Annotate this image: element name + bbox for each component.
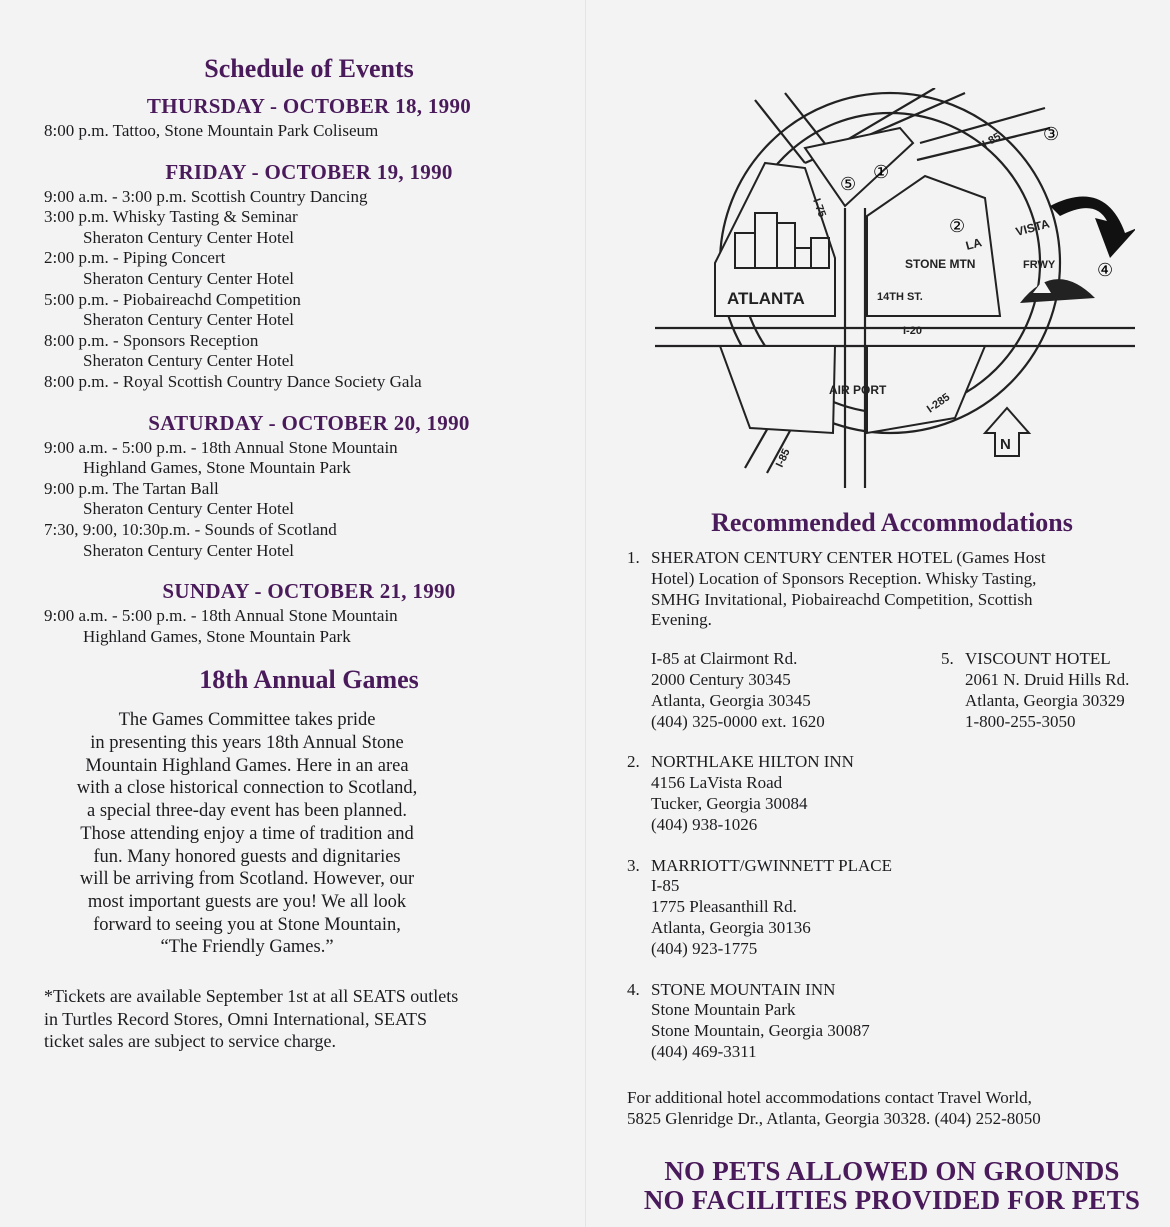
notice-line: NO FACILITIES PROVIDED FOR PETS [643, 1184, 1141, 1215]
event-line: 7:30, 9:00, 10:30p.m. - Sounds of Scotland [44, 519, 337, 539]
no-pets-notice [627, 1157, 1157, 1215]
hotel-number: 5. [941, 649, 954, 669]
paragraph-line: fun. Many honored guests and dignitaries [93, 846, 401, 867]
note-line: in Turtles Record Stores, Omni International, SEATS [44, 1008, 427, 1029]
hotel-item-5 [941, 649, 1129, 732]
i75-south-road [845, 208, 865, 488]
map-label-i285: I-285 [924, 391, 953, 416]
event-location-text: Highland Games, Stone Mountain Park [83, 458, 351, 478]
day-saturday [44, 411, 574, 562]
paragraph-line: The Games Committee takes pride [118, 710, 376, 731]
event-line: 9:00 p.m. The Tartan Ball [44, 478, 219, 498]
hotel-line: Atlanta, Georgia 30329 [965, 690, 1125, 710]
event-location-text: Sheraton Century Center Hotel [83, 310, 295, 330]
hotel-line: 4156 LaVista Road [651, 773, 783, 793]
paragraph-line: in presenting this years 18th Annual Stone [90, 732, 404, 753]
hotel-line: (404) 923-1775 [651, 938, 758, 958]
address-line: 2000 Century 30345 [651, 669, 791, 689]
area-map-drawing [655, 88, 1135, 488]
hotel-line: STONE MOUNTAIN INN [651, 979, 836, 999]
address-line: Atlanta, Georgia 30345 [651, 690, 811, 710]
address-line: I-85 at Clairmont Rd. [651, 649, 798, 669]
paragraph-line: with a close historical connection to Scotland, [76, 778, 418, 799]
map-label-i85-ne: I-85 [980, 130, 1003, 151]
annual-games-title: 18th Annual Games [199, 665, 419, 695]
day-title: THURSDAY - OCTOBER 18, 1990 [146, 94, 472, 118]
note-line: *Tickets are available September 1st at all SEATS outlets [44, 986, 459, 1007]
hotel-line: 1775 Pleasanthill Rd. [651, 897, 797, 917]
contact-line: 5825 Glenridge Dr., Atlanta, Georgia 30328. (404) 252-8050 [627, 1108, 1041, 1128]
hotel-line: VISCOUNT HOTEL [965, 649, 1111, 669]
note-line: ticket sales are subject to service charge. [44, 1031, 337, 1052]
event-location-text: Sheraton Century Center Hotel [83, 351, 295, 371]
event-line: 2:00 p.m. - Piping Concert [44, 248, 226, 268]
marker-3: ③ [1043, 124, 1060, 145]
contact-line: For additional hotel accommodations contact Travel World, [627, 1087, 1032, 1107]
hotel-number: 2. [627, 752, 640, 772]
right-column [627, 508, 1157, 1215]
hotel-line: Stone Mountain Park [651, 1000, 796, 1020]
paragraph-line: Mountain Highland Games. Here in an area [85, 755, 409, 776]
event-location-text: Sheraton Century Center Hotel [83, 227, 295, 247]
hotel-line: (404) 469-3311 [651, 1041, 757, 1061]
marker-4: ④ [1097, 260, 1114, 281]
map-label-stone-mtn: STONE MTN [905, 257, 976, 271]
event-line: 9:00 a.m. - 5:00 p.m. - 18th Annual Stone Mountain [44, 606, 398, 626]
travel-contact [627, 1087, 1157, 1129]
hotel-line: Stone Mountain, Georgia 30087 [651, 1021, 870, 1041]
event-line: 9:00 a.m. - 3:00 p.m. Scottish Country Dancing [44, 186, 368, 206]
paragraph-line: “The Friendly Games.” [160, 937, 334, 958]
map-label-frwy: FRWY [1023, 259, 1056, 271]
map-label-i85-sw: I-85 [773, 447, 793, 470]
paragraph-line: forward to seeing you at Stone Mountain, [93, 914, 401, 935]
event-location [44, 310, 574, 331]
hotel-item-2 [627, 752, 1157, 835]
map-label-i75: I-75 [810, 196, 828, 219]
hotel-line: SMHG Invitational, Piobaireachd Competition, Scottish [651, 589, 1033, 609]
hotel-line: (404) 938-1026 [651, 814, 758, 834]
event-location [44, 541, 574, 562]
map-label-i20: I-20 [903, 325, 922, 337]
hotel-line: I-85 [651, 876, 680, 896]
event-line: 9:00 a.m. - 5:00 p.m. - 18th Annual Stone Mountain [44, 437, 398, 457]
event-line: 8:00 p.m. Tattoo, Stone Mountain Park Coliseum [44, 121, 379, 140]
paragraph-line: will be arriving from Scotland. However, our [79, 869, 415, 890]
event-location-text: Sheraton Century Center Hotel [83, 268, 295, 288]
hotel-number: 3. [627, 855, 640, 875]
map-label-airport: AIR PORT [829, 383, 887, 397]
day-title: SUNDAY - OCTOBER 21, 1990 [162, 579, 456, 604]
spacer [627, 732, 1157, 752]
map-label-14th-st: 14TH ST. [877, 291, 923, 303]
left-column [44, 54, 574, 1053]
hotel-line: Evening. [651, 610, 712, 630]
event-location [44, 458, 574, 479]
accommodations-title: Recommended Accommodations [711, 508, 1073, 537]
day-friday [44, 160, 574, 393]
schedule-title: Schedule of Events [204, 54, 414, 83]
event-location [44, 627, 574, 648]
spacer [627, 960, 1157, 980]
hotel-item-3 [627, 856, 1157, 960]
hotel-item-1 [627, 548, 1157, 631]
event-line: 8:00 p.m. - Sponsors Reception [44, 330, 259, 350]
hotel-line: 1-800-255-3050 [965, 711, 1076, 731]
map-label-atlanta: ATLANTA [727, 289, 805, 308]
marker-1: ① [873, 162, 890, 183]
event-location [44, 228, 574, 249]
hotel-item-4 [627, 980, 1157, 1063]
tickets-note [44, 985, 574, 1053]
hotel-line: SHERATON CENTURY CENTER HOTEL (Games Host [651, 548, 1046, 567]
southwest-block [720, 346, 835, 433]
day-sunday [44, 579, 574, 647]
hotel-line: Tucker, Georgia 30084 [651, 793, 808, 813]
hotel-line: Atlanta, Georgia 30136 [651, 917, 811, 937]
hotel-line: MARRIOTT/GWINNETT PLACE [651, 855, 892, 875]
curved-arrow-icon [1050, 197, 1135, 258]
hotel-number: 1. [627, 548, 640, 567]
fold-line [585, 0, 586, 1227]
map-label-north: N [1000, 436, 1011, 453]
event-line: 8:00 p.m. - Royal Scottish Country Dance Society Gala [44, 371, 422, 391]
event-location [44, 499, 574, 520]
i85-east-road [917, 108, 1050, 160]
notice-line: NO PETS ALLOWED ON GROUNDS [664, 1155, 1120, 1186]
event-location [44, 351, 574, 372]
day-title: SATURDAY - OCTOBER 20, 1990 [148, 410, 470, 435]
event-location-text: Sheraton Century Center Hotel [83, 540, 295, 560]
hotel-number: 4. [627, 979, 640, 999]
spacer [627, 836, 1157, 856]
stone-mountain-icon [1020, 279, 1095, 303]
accommodations-list [627, 548, 1157, 1063]
event-location-text: Highland Games, Stone Mountain Park [83, 626, 351, 646]
event-location [44, 269, 574, 290]
i20-road [655, 328, 1135, 346]
annual-games-paragraph [22, 709, 472, 959]
day-thursday [44, 94, 574, 142]
hotel-line: NORTHLAKE HILTON INN [651, 752, 854, 772]
hotel-line: 2061 N. Druid Hills Rd. [965, 669, 1130, 689]
area-map [655, 88, 1135, 488]
event-line: 5:00 p.m. - Piobaireachd Competition [44, 289, 301, 309]
event-location-text: Sheraton Century Center Hotel [83, 499, 295, 519]
map-label-la: LA [964, 235, 984, 253]
hotel-1-address [627, 649, 941, 732]
paragraph-line: a special three-day event has been planned. [86, 801, 407, 822]
marker-2: ② [949, 216, 966, 237]
paragraph-line: Those attending enjoy a time of tradition and [80, 823, 414, 844]
hotel-line: Hotel) Location of Sponsors Reception. Whisky Tasting, [651, 568, 1037, 588]
paragraph-line: most important guests are you! We all look [87, 891, 407, 912]
address-line: (404) 325-0000 ext. 1620 [651, 711, 825, 731]
map-label-vista: VISTA [1014, 216, 1052, 239]
marker-5: ⑤ [840, 174, 857, 195]
day-title: FRIDAY - OCTOBER 19, 1990 [165, 159, 453, 184]
event-line: 3:00 p.m. Whisky Tasting & Seminar [44, 207, 298, 227]
address-row [627, 649, 1157, 732]
